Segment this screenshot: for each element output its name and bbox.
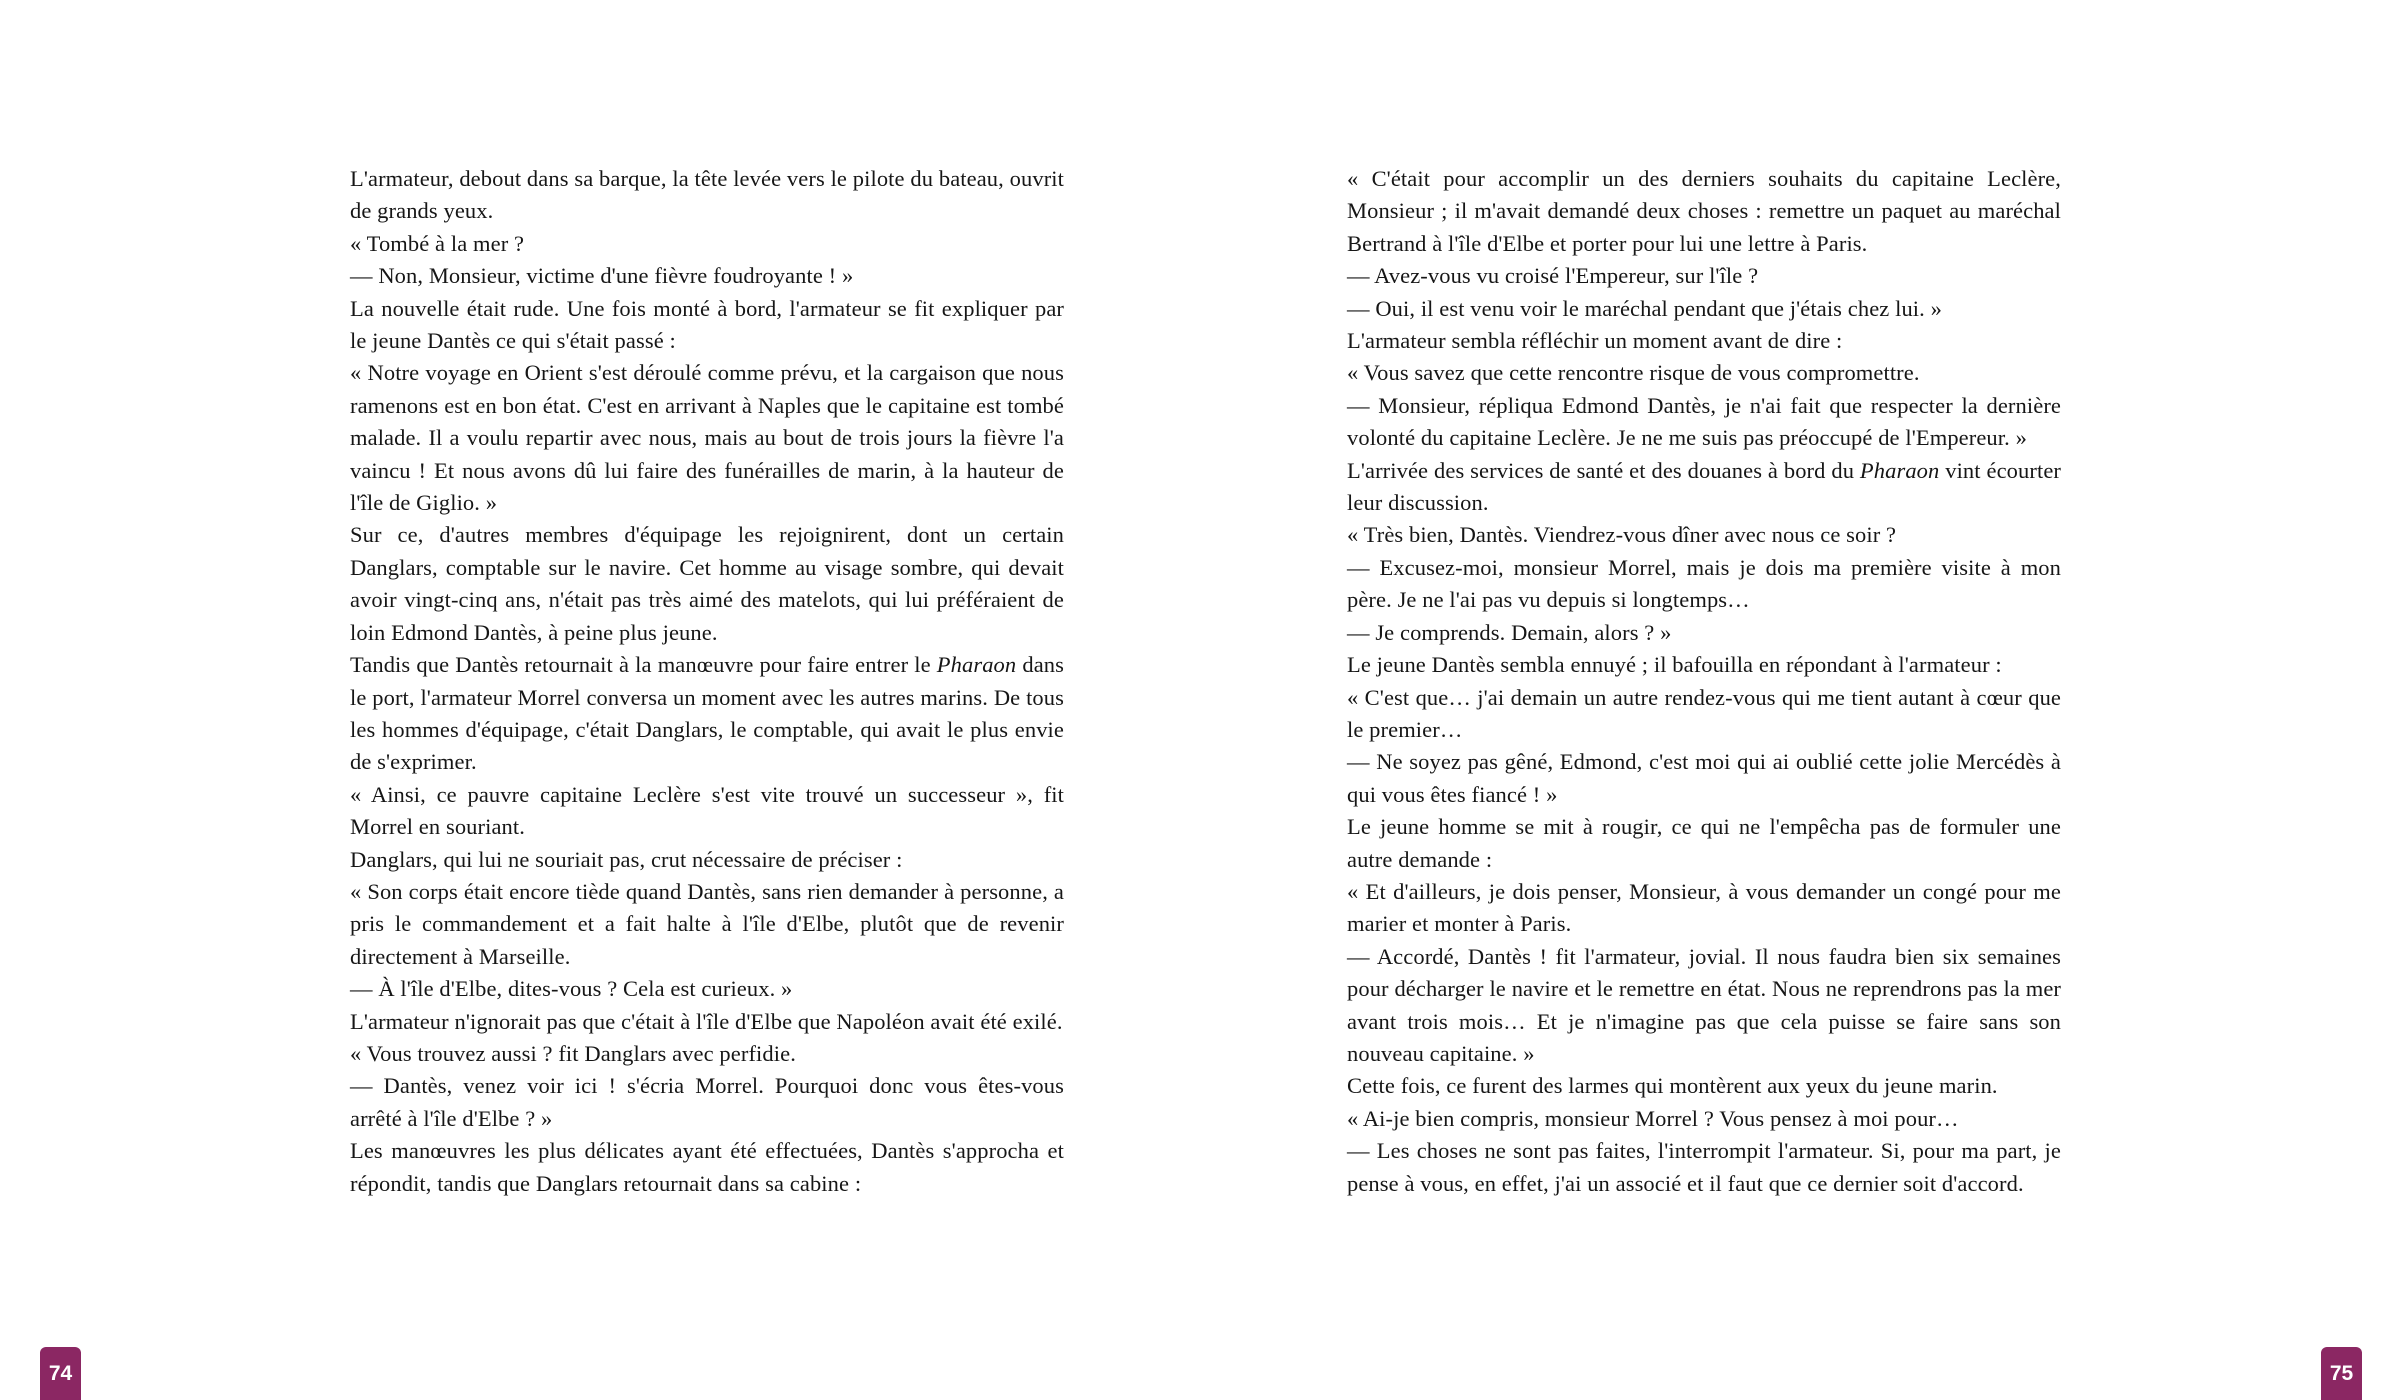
paragraph: « Ainsi, ce pauvre capitaine Leclère s'est vite trouvé un successeur », fit Morrel en souriant.: [350, 781, 1064, 840]
paragraph: Les manœuvres les plus délicates ayant été effectuées, Dantès s'approcha et répondit, tandis que Danglars retournait dans sa cabine :: [350, 1138, 1064, 1196]
paragraph: « C'est que… j'ai demain un autre rendez-vous qui me tient autant à cœur que le premier…: [1347, 684, 2061, 742]
paragraph: — Non, Monsieur, victime d'une fièvre foudroyante ! »: [350, 263, 854, 289]
paragraph: L'armateur, debout dans sa barque, la tête levée vers le pilote du bateau, ouvrit de grands yeux.: [350, 166, 1064, 224]
paragraph: Tandis que Dantès retournait à la manœuvre pour faire entrer le Pharaon dans le port, l'armateur Morrel conversa un moment avec les autres marins. De tous les hommes d'équipage, c'était Danglars, le comptable, qui avait le plus envie de s'exprimer.: [350, 652, 1064, 775]
paragraph: — Ne soyez pas gêné, Edmond, c'est moi qui ai oublié cette jolie Mercédès à qui vous êtes fiancé ! »: [1347, 749, 2061, 807]
paragraph: « Et d'ailleurs, je dois penser, Monsieur, à vous demander un congé pour me marier et monter à Paris.: [1347, 878, 2061, 937]
paragraph: — Accordé, Dantès ! fit l'armateur, jovial. Il nous faudra bien six semaines pour décharger le navire et le remettre en état. Nous ne reprendrons pas la mer avant trois mois… Et je n'imagine pas que cela puisse se faire sans son nouveau capitaine. »: [1347, 943, 2061, 1066]
paragraph: L'arrivée des services de santé et des douanes à bord du Pharaon vint écourter leur discussion.: [1347, 457, 2061, 516]
paragraph: Sur ce, d'autres membres d'équipage les rejoignirent, dont un certain Danglars, comptable sur le navire. Cet homme au visage sombre, qui devait avoir vingt-cinq ans, n'était pas très aimé des matelots, qui lui préféraient de loin Edmond Dantès, à peine plus jeune.: [350, 522, 1064, 645]
paragraph: « Notre voyage en Orient s'est déroulé comme prévu, et la cargaison que nous ramenons est en bon état. C'est en arrivant à Naples que le capitaine est tombé malade. Il a voulu repartir avec nous, mais au bout de trois jours la fièvre l'a vaincu ! Et nous avons dû lui faire des funérailles de marin, à la hauteur de l'île de Giglio. »: [350, 360, 1064, 516]
paragraph: L'armateur n'ignorait pas que c'était à l'île d'Elbe que Napoléon avait été exilé.: [350, 1008, 1063, 1034]
paragraph: « Très bien, Dantès. Viendrez-vous dîner avec nous ce soir ?: [1347, 522, 1897, 548]
page-number-badge-right: [2321, 1347, 2362, 1400]
paragraph: — Dantès, venez voir ici ! s'écria Morrel. Pourquoi donc vous êtes-vous arrêté à l'île d'Elbe ? »: [350, 1073, 1064, 1131]
page-number-badge-left: [40, 1347, 81, 1400]
paragraph: « Ai-je bien compris, monsieur Morrel ? Vous pensez à moi pour…: [1347, 1105, 1959, 1131]
left-page-text-column: [350, 163, 1064, 1200]
page-number-right: 75: [2329, 1361, 2354, 1385]
paragraph: Cette fois, ce furent des larmes qui montèrent aux yeux du jeune marin.: [1347, 1073, 1998, 1099]
page-number-left: 74: [48, 1361, 73, 1385]
paragraph: « Son corps était encore tiède quand Dantès, sans rien demander à personne, a pris le commandement et a fait halte à l'île d'Elbe, plutôt que de revenir directement à Marseille.: [350, 878, 1064, 969]
paragraph: Le jeune homme se mit à rougir, ce qui ne l'empêcha pas de formuler une autre demande :: [1347, 814, 2061, 872]
paragraph: « Vous savez que cette rencontre risque de vous compromettre.: [1347, 360, 1920, 386]
paragraph: — Je comprends. Demain, alors ? »: [1347, 619, 1672, 645]
paragraph: — Excusez-moi, monsieur Morrel, mais je dois ma première visite à mon père. Je ne l'ai pas vu depuis si longtemps…: [1347, 554, 2061, 613]
paragraph: — À l'île d'Elbe, dites-vous ? Cela est curieux. »: [350, 976, 793, 1002]
paragraph: — Les choses ne sont pas faites, l'interrompit l'armateur. Si, pour ma part, je pense à vous, en effet, j'ai un associé et il faut que ce dernier soit d'accord.: [1347, 1138, 2061, 1196]
paragraph: Le jeune Dantès sembla ennuyé ; il bafouilla en répondant à l'armateur :: [1347, 652, 2002, 678]
paragraph: « C'était pour accomplir un des derniers souhaits du capitaine Leclère, Monsieur ; il m'avait demandé deux choses : remettre un paquet au maréchal Bertrand à l'île d'Elbe et porter pour lui une lettre à Paris.: [1347, 166, 2061, 256]
right-page-text-column: [1347, 163, 2061, 1200]
paragraph: Danglars, qui lui ne souriait pas, crut nécessaire de préciser :: [350, 846, 903, 872]
paragraph: — Oui, il est venu voir le maréchal pendant que j'étais chez lui. »: [1347, 295, 1942, 321]
paragraph: « Tombé à la mer ?: [350, 230, 525, 256]
paragraph: — Monsieur, répliqua Edmond Dantès, je n'ai fait que respecter la dernière volonté du capitaine Leclère. Je ne me suis pas préoccupé de l'Empereur. »: [1347, 392, 2061, 451]
paragraph: — Avez-vous vu croisé l'Empereur, sur l'île ?: [1347, 263, 1759, 289]
paragraph: L'armateur sembla réfléchir un moment avant de dire :: [1347, 328, 1843, 354]
paragraph: « Vous trouvez aussi ? fit Danglars avec perfidie.: [350, 1040, 796, 1066]
paragraph: La nouvelle était rude. Une fois monté à bord, l'armateur se fit expliquer par le jeune Dantès ce qui s'était passé :: [350, 295, 1064, 354]
